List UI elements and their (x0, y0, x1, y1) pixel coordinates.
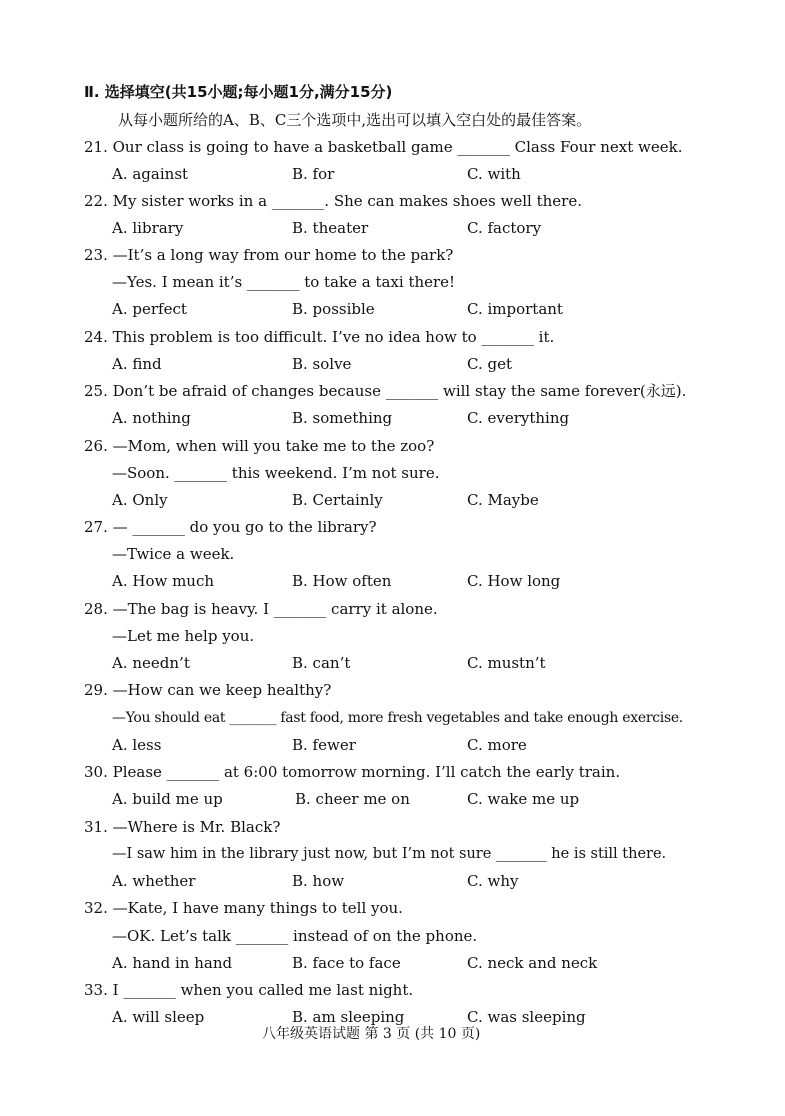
question-23-stem-line2: —Yes. I mean it’s _______ to take a taxi there! (112, 273, 456, 291)
section-instruction: 从每小题所给的A、B、C三个选项中,选出可以填入空白处的最佳答案。 (118, 111, 592, 129)
question-31-stem: 31. —Where is Mr. Black? (84, 818, 281, 836)
question-33-option-c: C. was sleeping (467, 1008, 586, 1026)
question-30-option-a: A. build me up (112, 790, 223, 808)
question-30-option-b: B. cheer me on (295, 790, 410, 808)
question-25-option-a: A. nothing (112, 409, 191, 427)
question-29-stem-line2: —You should eat _______ fast food, more fresh vegetables and take enough exercise. (112, 710, 683, 726)
question-22-option-c: C. factory (467, 219, 542, 237)
question-23-stem: 23. —It’s a long way from our home to the park? (84, 246, 454, 264)
question-27-stem-line2: —Twice a week. (112, 545, 235, 563)
question-29-stem: 29. —How can we keep healthy? (84, 681, 332, 699)
question-24-stem: 24. This problem is too difficult. I’ve no idea how to _______ it. (84, 328, 555, 346)
question-22-stem: 22. My sister works in a _______. She can makes shoes well there. (84, 192, 582, 210)
section-title: Ⅱ. 选择填空(共15小题;每小题1分,满分15分) (84, 83, 393, 101)
question-30-stem: 30. Please _______ at 6:00 tomorrow morning. I’ll catch the early train. (84, 763, 621, 781)
question-22-option-a: A. library (112, 219, 184, 237)
question-21-option-a: A. against (112, 165, 189, 183)
question-21-stem: 21. Our class is going to have a basketball game _______ Class Four next week. (84, 138, 683, 156)
question-33-option-a: A. will sleep (112, 1008, 205, 1026)
question-31-stem-line2: —I saw him in the library just now, but I’m not sure _______ he is still there. (112, 846, 667, 862)
question-26-stem: 26. —Mom, when will you take me to the zoo? (84, 437, 435, 455)
question-26-stem-line2: —Soon. _______ this weekend. I’m not sure. (112, 464, 440, 482)
question-26-option-b: B. Certainly (292, 491, 383, 509)
question-31-option-a: A. whether (112, 872, 196, 890)
question-27-option-a: A. How much (112, 572, 215, 590)
question-21-option-b: B. for (292, 165, 335, 183)
page-footer: 八年级英语试题 第 3 页 (共 10 页) (262, 1026, 481, 1042)
question-25-stem: 25. Don’t be afraid of changes because _______ will stay the same forever(永远). (84, 382, 687, 400)
question-29-option-c: C. more (467, 736, 527, 754)
question-23-option-b: B. possible (292, 300, 375, 318)
question-27-stem: 27. — _______ do you go to the library? (84, 518, 377, 536)
question-24-option-b: B. solve (292, 355, 352, 373)
question-32-option-c: C. neck and neck (467, 954, 598, 972)
question-32-option-b: B. face to face (292, 954, 401, 972)
question-31-option-c: C. why (467, 872, 519, 890)
question-27-option-c: C. How long (467, 572, 561, 590)
question-21-option-c: C. with (467, 165, 521, 183)
question-28-option-c: C. mustn’t (467, 654, 546, 672)
question-23-option-c: C. important (467, 300, 563, 318)
question-28-option-a: A. needn’t (112, 654, 190, 672)
question-24-option-a: A. find (112, 355, 162, 373)
question-28-stem-line2: —Let me help you. (112, 627, 255, 645)
question-32-option-a: A. hand in hand (112, 954, 233, 972)
question-29-option-a: A. less (112, 736, 162, 754)
question-31-option-b: B. how (292, 872, 345, 890)
question-33-option-b: B. am sleeping (292, 1008, 405, 1026)
question-29-option-b: B. fewer (292, 736, 356, 754)
question-25-option-b: B. something (292, 409, 393, 427)
question-23-option-a: A. perfect (112, 300, 187, 318)
question-28-option-b: B. can’t (292, 654, 351, 672)
question-28-stem: 28. —The bag is heavy. I _______ carry it alone. (84, 600, 438, 618)
question-30-option-c: C. wake me up (467, 790, 580, 808)
question-33-stem: 33. I _______ when you called me last night. (84, 981, 414, 999)
question-32-stem-line2: —OK. Let’s talk _______ instead of on the phone. (112, 927, 478, 945)
question-25-option-c: C. everything (467, 409, 570, 427)
question-26-option-c: C. Maybe (467, 491, 539, 509)
question-22-option-b: B. theater (292, 219, 369, 237)
question-24-option-c: C. get (467, 355, 512, 373)
question-26-option-a: A. Only (112, 491, 168, 509)
question-32-stem: 32. —Kate, I have many things to tell you. (84, 899, 403, 917)
question-27-option-b: B. How often (292, 572, 392, 590)
